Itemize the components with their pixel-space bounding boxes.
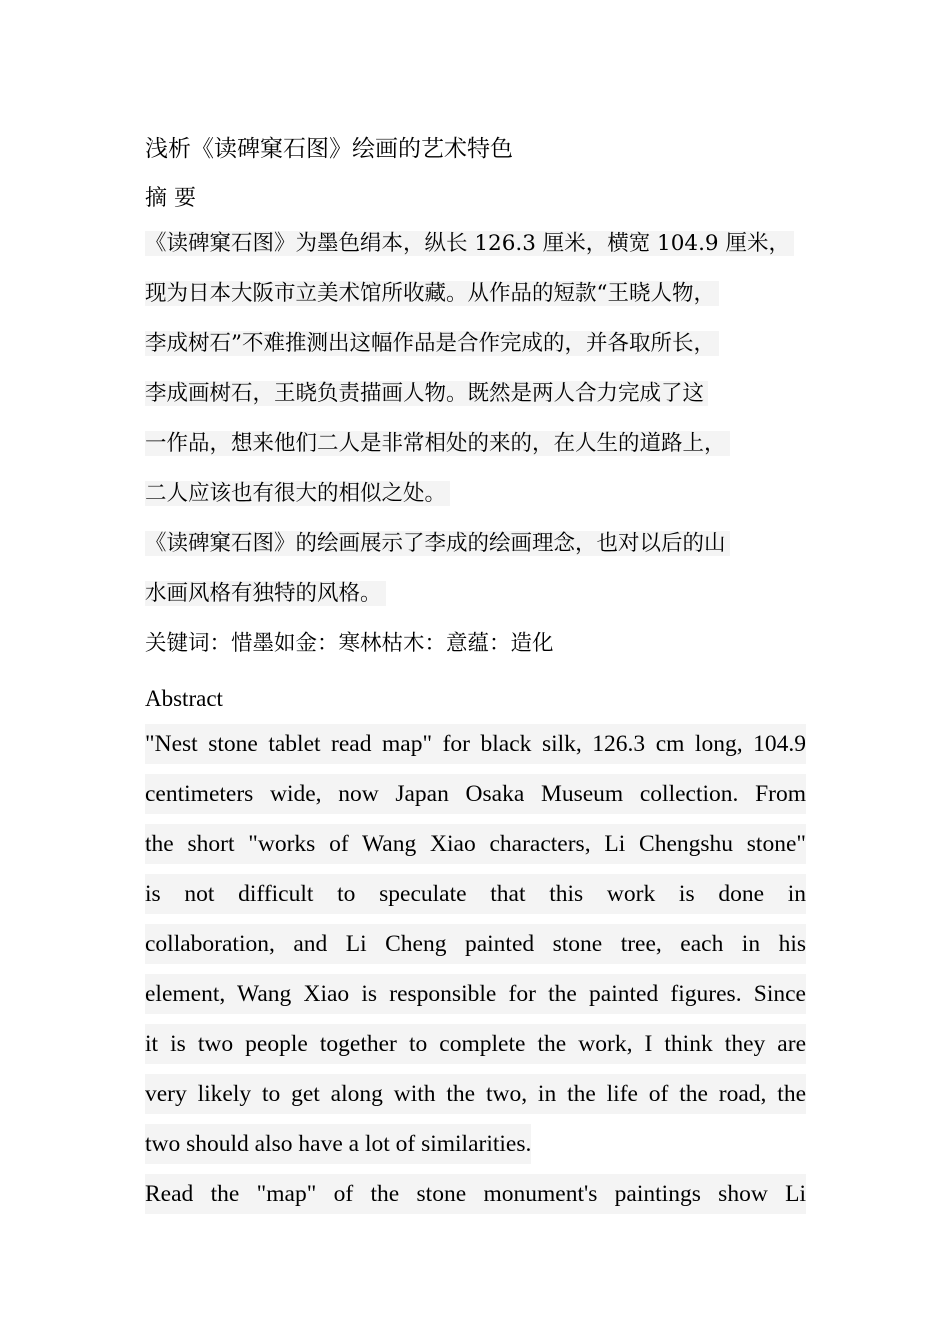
- abstract-cn-heading: 摘 要: [145, 186, 196, 211]
- text-line: 水画风格有独特的风格。: [145, 581, 386, 606]
- text-line: 一作品，想来他们二人是非常相处的来的，在人生的道路上，: [145, 431, 730, 456]
- text-line: "Nest stone tablet read map" for black silk, 126.3 cm long, 104.9: [145, 724, 806, 764]
- text-line: element, Wang Xiao is responsible for the painted figures. Since: [145, 974, 806, 1014]
- text-line: Read the "map" of the stone monument's paintings show Li: [145, 1174, 806, 1214]
- text-line: 李成树石”不难推测出这幅作品是合作完成的，并各取所长，: [145, 331, 719, 356]
- text-line: the short "works of Wang Xiao characters, Li Chengshu stone": [145, 824, 806, 864]
- document-title: 浅析《读碑窠石图》绘画的艺术特色: [145, 136, 513, 162]
- text-line: 李成画树石，王晓负责描画人物。既然是两人合力完成了这: [145, 381, 708, 406]
- text-line: 二人应该也有很大的相似之处。: [145, 481, 450, 506]
- text-line: is not difficult to speculate that this work is done in: [145, 874, 806, 914]
- abstract-en-heading: Abstract: [145, 686, 223, 711]
- text-line: 《读碑窠石图》的绘画展示了李成的绘画理念，也对以后的山: [145, 531, 730, 556]
- text-line: 现为日本大阪市立美术馆所收藏。从作品的短款“王晓人物，: [145, 281, 719, 306]
- text-line: centimeters wide, now Japan Osaka Museum collection. From: [145, 774, 806, 814]
- text-line: collaboration, and Li Cheng painted stone tree, each in his: [145, 924, 806, 964]
- abstract-en-paragraph-2: [145, 1174, 806, 1214]
- document-body: [145, 124, 806, 1224]
- text-line: very likely to get along with the two, in the life of the road, the: [145, 1074, 806, 1114]
- text-line: it is two people together to complete the work, I think they are: [145, 1024, 806, 1064]
- abstract-en-paragraph-1: [145, 724, 806, 1174]
- abstract-cn-paragraph-1: [145, 224, 806, 514]
- text-line: two should also have a lot of similarities.: [145, 1124, 531, 1164]
- keywords: 关键词：惜墨如金：寒林枯木：意蕴：造化: [145, 631, 554, 656]
- text-line: 《读碑窠石图》为墨色绢本，纵长 126.3 厘米，横宽 104.9 厘米，: [145, 231, 794, 256]
- abstract-cn-paragraph-2: [145, 524, 806, 614]
